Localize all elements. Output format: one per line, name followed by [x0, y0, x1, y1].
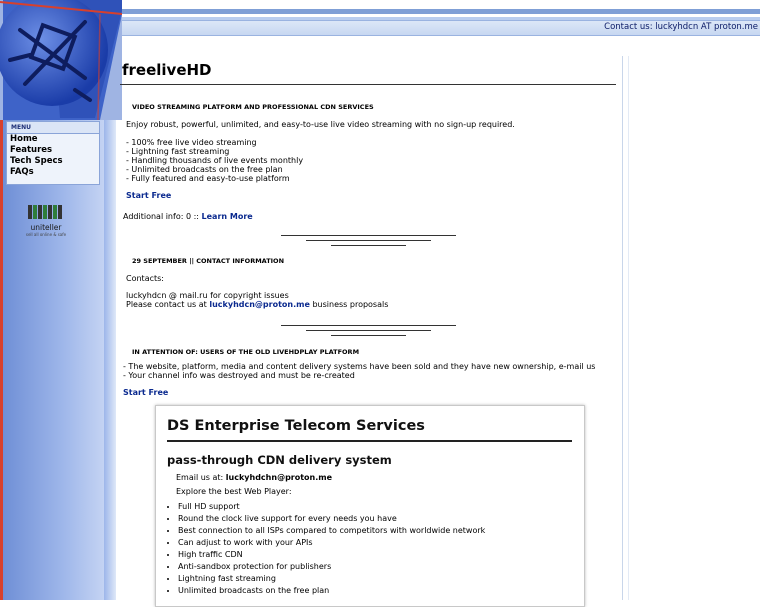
learn-more-link[interactable]: Learn More — [201, 212, 253, 221]
uniteller-logo-icon — [27, 204, 65, 220]
ds-subtitle: pass-through CDN delivery system — [167, 453, 392, 467]
ds-divider — [167, 440, 572, 442]
contact-suffix: business proposals — [309, 300, 389, 309]
contacts-label: Contacts: — [126, 274, 164, 283]
additional-info — [123, 212, 253, 221]
page-title: freeliveHD — [122, 61, 212, 79]
ds-enterprise-card — [155, 405, 585, 607]
divider — [331, 335, 406, 336]
menu-item-faqs[interactable]: FAQs — [10, 167, 34, 177]
intro-text: Enjoy robust, powerful, unlimited, and easy-to-use live video streaming with no sign-up required. — [126, 120, 515, 129]
section-heading-attention: IN ATTENTION OF: USERS OF THE OLD LIVEHDPLAY PLATFORM — [132, 348, 360, 356]
list-item: • Round the clock live support for every needs you have — [178, 513, 485, 525]
title-divider — [120, 84, 616, 85]
divider — [306, 330, 431, 331]
menu-title: MENU — [7, 122, 99, 134]
ds-email-address[interactable]: luckyhdchn@proton.me — [225, 473, 333, 482]
feature-item: - Fully featured and easy-to-use platform — [126, 174, 290, 183]
menu-item-tech-specs[interactable]: Tech Specs — [10, 156, 63, 166]
uniteller-badge[interactable] — [24, 204, 68, 237]
contact-bar — [120, 20, 760, 36]
section-heading-contact: 29 SEPTEMBER || CONTACT INFORMATION — [132, 257, 285, 265]
list-item: • Anti-sandbox protection for publishers — [178, 561, 485, 573]
list-item: • Lightning fast streaming — [178, 573, 485, 585]
ds-title: DS Enterprise Telecom Services — [167, 418, 425, 434]
list-item: • High traffic CDN — [178, 549, 485, 561]
start-free-link-2[interactable]: Start Free — [123, 388, 169, 397]
divider — [281, 235, 456, 236]
ds-feature-list — [166, 501, 485, 597]
feature-item: - Lightning fast streaming — [126, 147, 230, 156]
start-free-link[interactable]: Start Free — [126, 191, 172, 200]
contact-prefix: Please contact us at — [126, 300, 210, 309]
divider — [306, 240, 431, 241]
content-border — [622, 56, 623, 600]
feature-item: - Handling thousands of live events monthly — [126, 156, 304, 165]
feature-item: - 100% free live video streaming — [126, 138, 257, 147]
list-item: • Can adjust to work with your APIs — [178, 537, 485, 549]
proton-email-link[interactable]: luckyhdcn@proton.me — [209, 300, 310, 309]
ds-email-line — [176, 473, 332, 482]
list-item: • Full HD support — [178, 501, 485, 513]
feature-item: - Unlimited broadcasts on the free plan — [126, 165, 283, 174]
notice-line: - Your channel info was destroyed and must be re-created — [123, 371, 355, 380]
divider — [331, 245, 406, 246]
sidebar-menu — [6, 121, 100, 185]
uniteller-name: uniteller — [30, 223, 62, 232]
ds-explore-text: Explore the best Web Player: — [176, 487, 292, 496]
divider — [281, 325, 456, 326]
menu-item-home[interactable]: Home — [10, 134, 38, 144]
contact-line-copyright: luckyhdcn @ mail.ru for copyright issues — [126, 291, 289, 300]
globe-logo-icon — [0, 0, 122, 120]
additional-info-label: Additional info: 0 :: — [123, 212, 202, 221]
uniteller-tagline: sell all online & safe — [25, 232, 67, 237]
list-item: • Unlimited broadcasts on the free plan — [178, 585, 485, 597]
content-border-light — [628, 56, 629, 600]
ds-email-label: Email us at: — [176, 473, 226, 482]
header-stripe — [120, 9, 760, 14]
contact-text: Contact us: luckyhdcn AT proton.me — [604, 22, 758, 32]
menu-item-features[interactable]: Features — [10, 145, 53, 155]
notice-line: - The website, platform, media and content delivery systems have been sold and they have new ownership, e-mail us — [123, 362, 596, 371]
site-logo[interactable] — [0, 0, 122, 120]
list-item: • Best connection to all ISPs compared to competitors with worldwide network — [178, 525, 485, 537]
contact-line-business — [126, 300, 388, 309]
section-heading-services: VIDEO STREAMING PLATFORM AND PROFESSIONAL CDN SERVICES — [132, 103, 374, 111]
